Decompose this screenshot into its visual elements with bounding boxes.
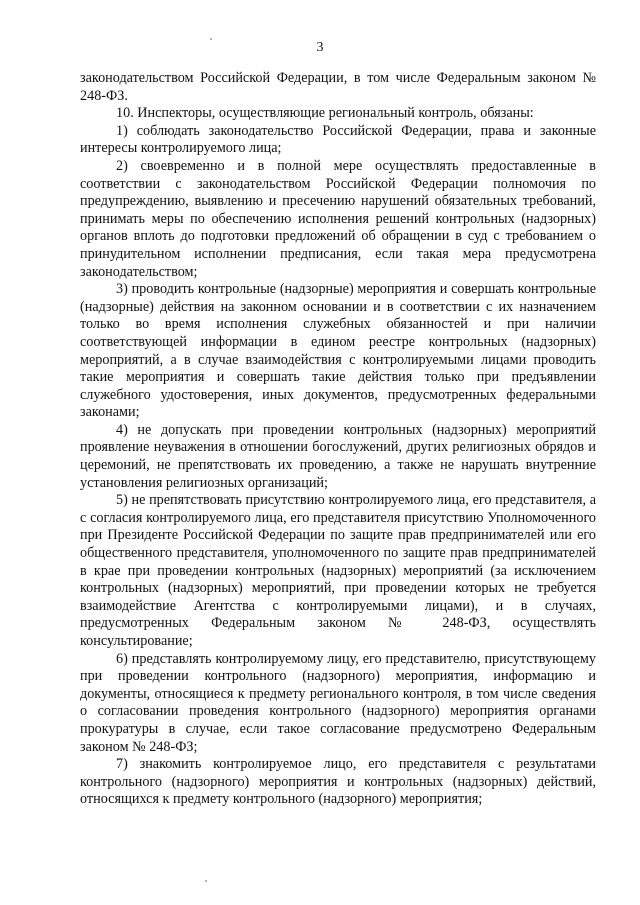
scan-speck xyxy=(210,38,212,40)
paragraph-subitem-6: 6) представлять контролируемому лицу, его представителю, присутствующему при проведении контрольного (надзорного) мероприятия, информацию и документы, относящиеся к предмету регионального контроля, в том числе сведения о согласовании проведения контрольного (надзорного) мероприятия органами прокуратуры в случае, если такое согласование предусмотрено Федеральным законом № 248-ФЗ; xyxy=(80,650,596,755)
paragraph-subitem-2: 2) своевременно и в полной мере осуществлять предоставленные в соответствии с законодательством Российской Федерации полномочия по предупреждению, выявлению и пресечению нарушений обязательных требований, принимать меры по обеспечению исполнения решений контрольных (надзорных) органов вплоть до подготовки предложений об обращении в суд с требованием о принудительном исполнении предписания, если такая мера предусмотрена законодательством; xyxy=(80,157,596,280)
paragraph-subitem-7: 7) знакомить контролируемое лицо, его представителя с результатами контрольного (надзорного) мероприятия и контрольных (надзорных) действий, относящихся к предмету контрольного (надзорного) мероприятия; xyxy=(80,756,596,808)
paragraph-continuation: законодательством Российской Федерации, в том числе Федеральным законом № 248-ФЗ. xyxy=(80,70,596,104)
paragraph-subitem-3: 3) проводить контрольные (надзорные) мероприятия и совершать контрольные (надзорные) действия на законном основании и в соответствии с их назначением только во время исполнения служебных обязанностей и при наличии соответствующей информации в едином реестре контрольных (надзорных) мероприятий, а в случае взаимодействия с контролируемыми лицами проводить такие мероприятия и совершать такие действия только при предъявлении служебного удостоверения, иных документов, предусмотренных федеральными законами; xyxy=(80,281,596,421)
paragraph-subitem-5: 5) не препятствовать присутствию контролируемого лица, его представителя, а с согласия контролируемого лица, его представителя присутствию Уполномоченного при Президенте Российской Федерации по защите прав предпринимателей или его общественного представителя, уполномоченного по защите прав предпринимателей в крае при проведении контрольных (надзорных) мероприятий (за исключением контрольных (надзорных) мероприятий, при проведении которых не требуется взаимодействие Агентства с контролируемыми лицами), и в случаях, предусмотренных Федеральным законом № 248-ФЗ, осуществлять консультирование; xyxy=(80,492,596,649)
page-number: 3 xyxy=(316,40,324,55)
scan-speck xyxy=(205,880,207,882)
document-body xyxy=(80,70,596,809)
paragraph-item-10: 10. Инспекторы, осуществляющие региональный контроль, обязаны: xyxy=(116,105,534,122)
paragraph-subitem-1: 1) соблюдать законодательство Российской Федерации, права и законные интересы контролируемого лица; xyxy=(80,122,596,157)
paragraph-subitem-4: 4) не допускать при проведении контрольных (надзорных) мероприятий проявление неуважения в отношении богослужений, других религиозных обрядов и церемоний, не препятствовать их проведению, а также не нарушать внутренние установления религиозных организаций; xyxy=(80,421,596,491)
